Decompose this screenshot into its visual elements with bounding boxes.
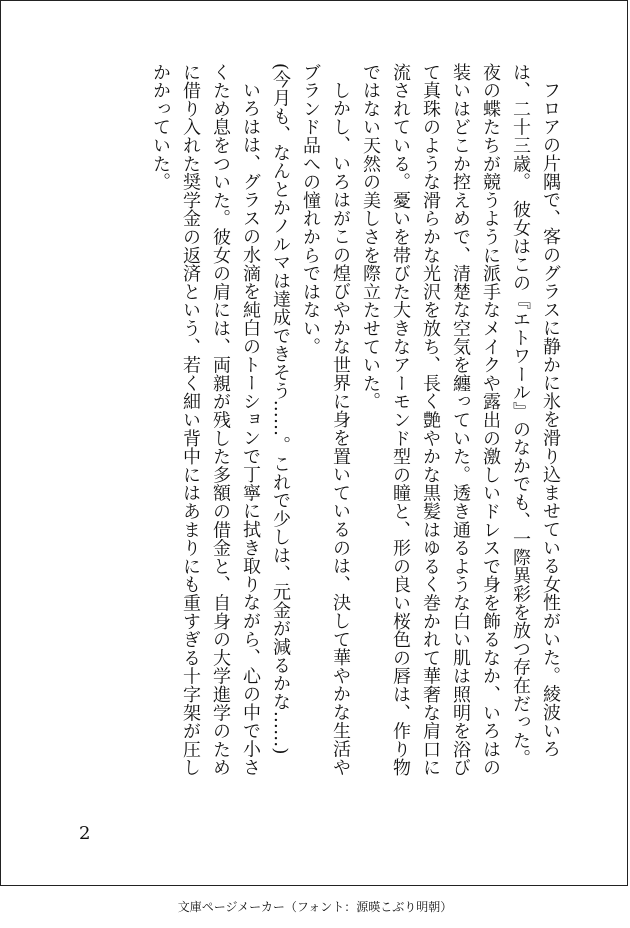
paragraph-4: いろはは、グラスの水滴を純白のトーションで丁寧に拭き取りながら、心の中で小さくため息をついた。彼女の肩には、両親が残した多額の借金と、自身の大学進学のために借り入れた奨学金の返済という、若く細い背中にはあまりにも重すぎる十字架が圧しかかっていた。 bbox=[150, 63, 261, 777]
footer-credit: 文庫ページメーカー（フォント：源暎こぶり明朝） bbox=[177, 900, 453, 914]
page-number: 2 bbox=[79, 823, 91, 844]
paragraph-3-monologue: (今月も、なんとかノルマは達成できそう……。これで少しは、元金が減るかな……) bbox=[270, 63, 291, 755]
paragraph-2: しかし、いろはがこの煌びやかな世界に身を置いているのは、決して華やかな生活やブランド品への憧れからではない。 bbox=[300, 63, 351, 777]
paragraph-1: フロアの片隅で、客のグラスに静かに氷を滑り込ませている女性がいた。綾波いろは、二十三歳。 彼女はこの『エトワール』のなかでも、一際異彩を放つ存在だった。夜の蝶たちが競うように派手なメイクや露出の激しいドレスで身を飾るなか、いろはの装いはどこか控えめで、清楚な空気を纏っていた。透き通るような白い肌は照明を浴びて真珠のような滑らかな光沢を放ち、長く艶やかな黒髪はゆるく巻かれて華奢な肩口に流されている。憂いを帯びた大きなアーモンド型の瞳と、形の良い桜色の唇は、作り物ではない天然の美しさを際立たせていた。 bbox=[360, 63, 561, 777]
novel-text-body bbox=[65, 63, 565, 783]
